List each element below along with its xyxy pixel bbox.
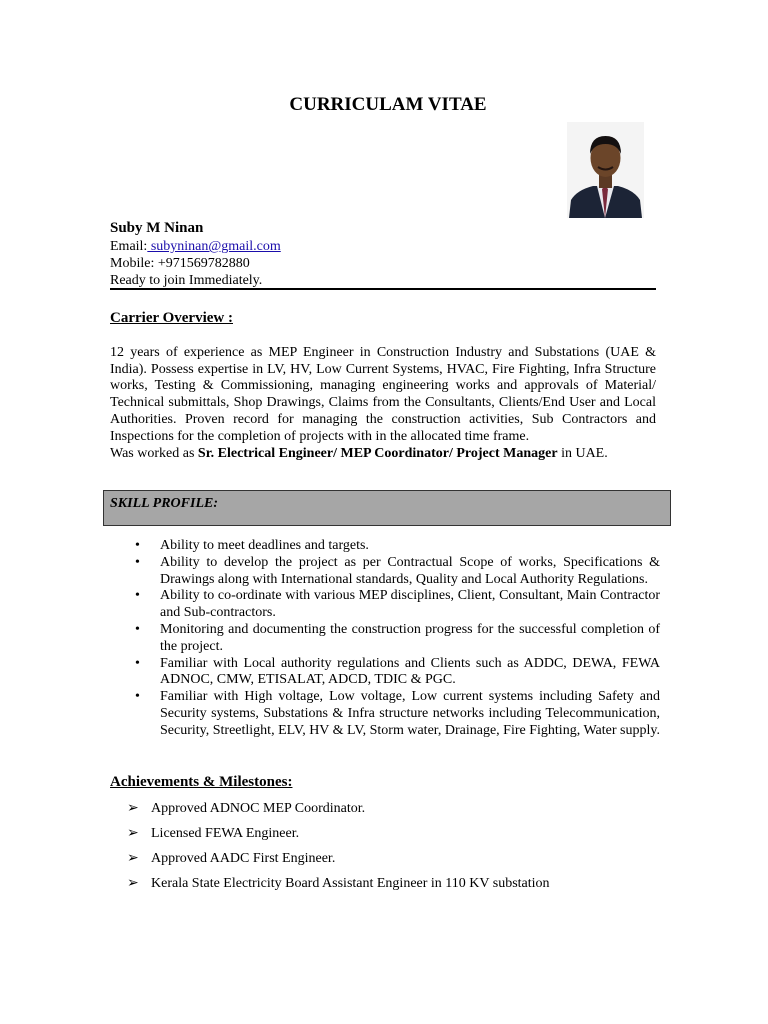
header-divider xyxy=(110,288,656,290)
achievement-text: Approved ADNOC MEP Coordinator. xyxy=(151,801,366,816)
achievement-item xyxy=(127,850,667,875)
person-portrait-icon xyxy=(567,122,644,218)
page-title: CURRICULAM VITAE xyxy=(289,94,487,115)
achievement-item xyxy=(127,825,667,850)
email-link[interactable]: subyninan@gmail.com xyxy=(147,239,281,254)
achievement-text: Kerala State Electricity Board Assistant Engineer in 110 KV substation xyxy=(151,876,550,891)
email-label: Email: xyxy=(110,239,148,254)
achievement-item xyxy=(127,875,667,900)
achievement-list xyxy=(127,800,667,900)
overview-paragraph: 12 years of experience as MEP Engineer in Construction Industry and Substations (UAE & India). Possess expertise in LV, HV, Low Current Systems, HVAC, Fire Fighting, Infra Structure works, Testing & Commissioning, managing engineering works and approvals of Material/ Technical submittals, Shop Drawings, Claims from the Consultants, Clients/End User and Local Authorities. Proven record for managing the construction activities, Sub Contractors and Inspections for the completion of projects with in the allocated time frame. xyxy=(110,345,656,444)
skill-profile-heading: SKILL PROFILE: xyxy=(110,496,218,511)
candidate-name: Suby M Ninan xyxy=(110,220,204,236)
achievement-item xyxy=(127,800,667,825)
worked-roles: Sr. Electrical Engineer/ MEP Coordinator/ Project Manager xyxy=(197,446,558,461)
overview-heading: Carrier Overview : xyxy=(110,310,233,326)
profile-photo xyxy=(567,122,644,218)
skill-item: • Monitoring and documenting the construction progress for the successful completion of the project. xyxy=(130,622,660,656)
availability-line: Ready to join Immediately. xyxy=(110,273,263,288)
skill-item: • Ability to develop the project as per Contractual Scope of works, Specifications & Drawings along with International standards, Quality and Local Authority Regulations. xyxy=(130,555,660,589)
worked-prefix: Was worked as xyxy=(110,446,198,461)
achievement-text: Approved AADC First Engineer. xyxy=(151,851,336,866)
skill-item: • Familiar with High voltage, Low voltage, Low current systems including Safety and Security systems, Substations & Infra structure networks including Telecommunication, Security, Streetlight, ELV, HV & LV, Storm water, Drainage, Fire Fighting, Water supply. xyxy=(130,689,660,739)
worked-as-line xyxy=(110,446,656,462)
arrow-bullet-icon: ➢ xyxy=(127,800,139,816)
worked-suffix: in UAE. xyxy=(557,446,608,461)
skill-profile-banner xyxy=(103,490,671,526)
arrow-bullet-icon: ➢ xyxy=(127,850,139,866)
skill-list xyxy=(130,538,660,740)
achievements-heading: Achievements & Milestones: xyxy=(110,774,293,790)
skill-item: • Ability to meet deadlines and targets. xyxy=(130,538,660,555)
skill-item: • Ability to co-ordinate with various MEP disciplines, Client, Consultant, Main Contractor and Sub-contractors. xyxy=(130,588,660,622)
achievement-text: Licensed FEWA Engineer. xyxy=(151,826,300,841)
email-line xyxy=(110,238,656,255)
contact-block xyxy=(110,220,656,289)
mobile-line: Mobile: +971569782880 xyxy=(110,256,250,271)
arrow-bullet-icon: ➢ xyxy=(127,875,139,891)
arrow-bullet-icon: ➢ xyxy=(127,825,139,841)
skill-item: • Familiar with Local authority regulations and Clients such as ADDC, DEWA, FEWA ADNOC, CMW, ETISALAT, ADCD, TDIC & PGC. xyxy=(130,656,660,690)
